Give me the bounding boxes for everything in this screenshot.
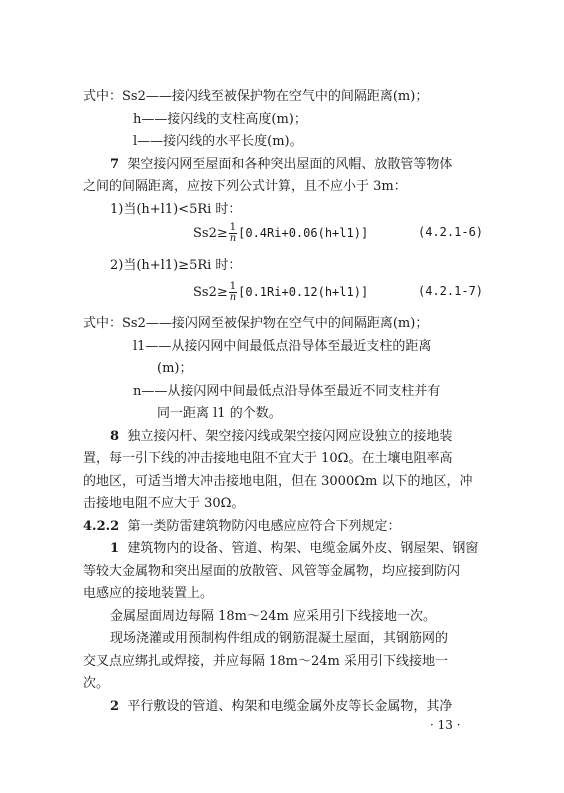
fraction: $\frac{1}{n}$ — [229, 281, 237, 303]
fraction: $\frac{1}{n}$ — [229, 222, 237, 244]
equation-number: (4.2.1-6) — [418, 225, 484, 239]
text-line: 7 架空接闪网至屋面和各种突出屋面的风帽、放散管等物体 — [110, 157, 453, 172]
page-number: · 13 · — [430, 718, 461, 732]
text-line: 2 平行敷设的管道、构架和电缆金属外皮等长金属物，其净 — [110, 699, 453, 714]
text-line: 式中：Ss2——接闪网至被保护物在空气中的间隔距离(m)； — [83, 316, 429, 331]
section-heading: 4.2.2 第一类防雷建筑物防闪电感应应符合下列规定： — [83, 519, 401, 534]
text-line: 1 建筑物内的设备、管道、构架、电缆金属外皮、钢屋架、钢窗 — [110, 541, 479, 556]
text-line: 的地区，可适当增大冲击接地电阻，但在 3000Ωm 以下的地区，冲 — [83, 474, 473, 489]
text-line: h——接闪线的支柱高度(m)； — [133, 112, 307, 127]
text-line: 交叉点应绑扎或焊接，并应每隔 18m～24m 采用引下线接地一 — [83, 654, 449, 669]
text-line: 之间的间隔距离，应按下列公式计算，且不应小于 3m： — [83, 179, 407, 194]
text-line: 置，每一引下线的冲击接地电阻不宜大于 10Ω。在土壤电阻率高 — [83, 451, 453, 466]
formula: Ss2≥ $\frac{1}{n}$ [0.4Ri+0.06(h+l1)] — [193, 222, 369, 244]
text-line: 2)当(h+l1)≥5Ri 时： — [110, 258, 242, 273]
text-line: 金属屋面周边每隔 18m～24m 应采用引下线接地一次。 — [110, 609, 437, 624]
formula: Ss2≥ $\frac{1}{n}$ [0.1Ri+0.12(h+l1)] — [193, 281, 369, 303]
text-line: 8 独立接闪杆、架空接闪线或架空接闪网应设独立的接地装 — [110, 429, 453, 444]
text-line: (m)； — [157, 361, 193, 376]
text-line: 等较大金属物和突出屋面的放散管、风管等金属物，均应接到防闪 — [83, 564, 461, 579]
text-line: 电感应的接地装置上。 — [83, 586, 214, 601]
equation-number: (4.2.1-7) — [418, 284, 484, 298]
text-line: 次。 — [83, 676, 110, 691]
text-line: l——接闪线的水平长度(m)。 — [133, 134, 303, 149]
text-line: l1——从接闪网中间最低点沿导体至最近支柱的距离 — [133, 339, 432, 354]
text-line: 1)当(h+l1)<5Ri 时： — [110, 202, 242, 217]
text-line: 击接地电阻不应大于 30Ω。 — [83, 496, 245, 511]
text-line: 同一距离 l1 的个数。 — [157, 406, 282, 421]
text-line: 现场浇灌或用预制构件组成的钢筋混凝土屋面，其钢筋网的 — [110, 631, 449, 646]
text-line: 式中：Ss2——接闪线至被保护物在空气中的间隔距离(m)； — [83, 89, 429, 104]
text-line: n——从接闪网中间最低点沿导体至最近不同支柱并有 — [133, 384, 441, 399]
